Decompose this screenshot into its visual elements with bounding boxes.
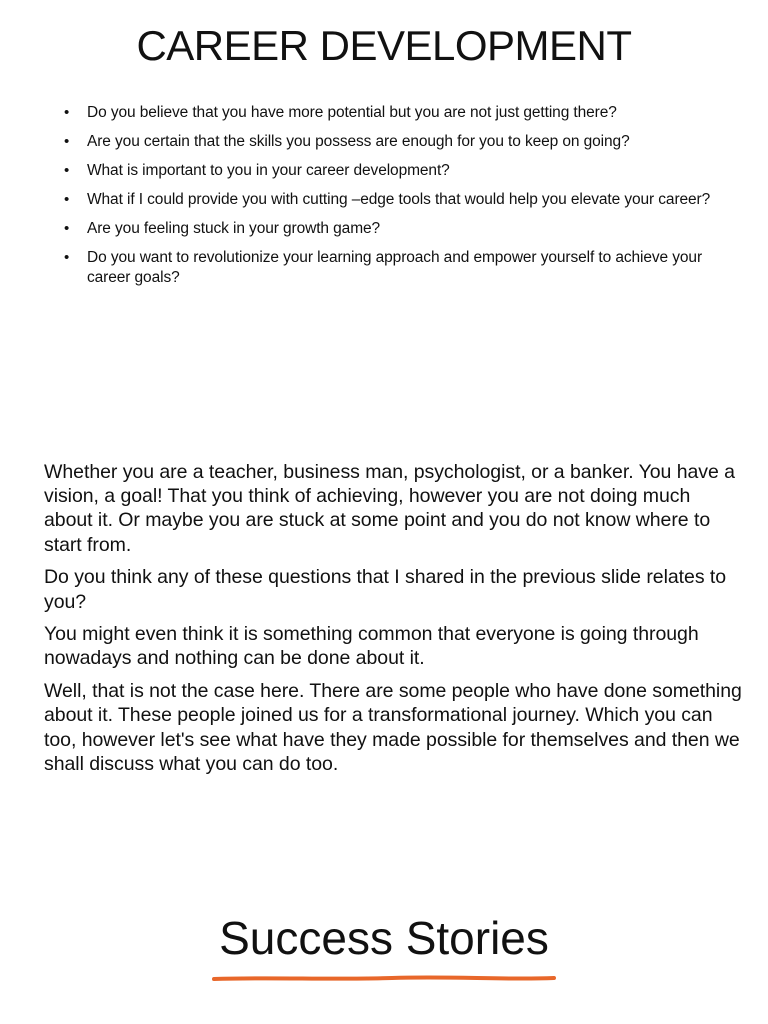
- bullet-icon: •: [64, 133, 70, 150]
- question-item: [62, 103, 712, 123]
- bullet-icon: •: [64, 104, 70, 121]
- question-text: Are you certain that the skills you possess are enough for you to keep on going?: [87, 133, 630, 150]
- body-text: [44, 460, 744, 784]
- question-list: [62, 103, 712, 297]
- bullet-icon: •: [64, 191, 70, 208]
- page-title: CAREER DEVELOPMENT: [136, 22, 632, 69]
- body-paragraph: Well, that is not the case here. There are some people who have done something about it. These people joined us for a transformational journey. Which you can too, however let's see what have they made possible for themselves and then we shall discuss what you can do too.: [44, 680, 742, 775]
- question-item: [62, 161, 712, 181]
- question-item: [62, 132, 712, 152]
- question-text: Do you want to revolutionize your learning approach and empower yourself to achieve your career goals?: [87, 249, 703, 286]
- body-paragraph: You might even think it is something common that everyone is going through nowadays and nothing can be done about it.: [44, 623, 699, 670]
- question-item: [62, 219, 712, 239]
- section-title: Success Stories: [219, 912, 549, 964]
- body-paragraph: Whether you are a teacher, business man, psychologist, or a banker. You have a vision, a goal! That you think of achieving, however you are not doing much about it. Or maybe you are stuck at some point and you do not know where to start from.: [44, 461, 735, 556]
- bullet-icon: •: [64, 162, 70, 179]
- question-item: [62, 248, 712, 288]
- question-text: What if I could provide you with cutting –edge tools that would help you elevate your career?: [87, 191, 711, 208]
- accent-underline: [212, 973, 556, 985]
- bullet-icon: •: [64, 249, 70, 266]
- bullet-icon: •: [64, 220, 70, 237]
- question-text: Are you feeling stuck in your growth game?: [87, 220, 381, 237]
- question-text: What is important to you in your career development?: [87, 162, 450, 179]
- body-paragraph: Do you think any of these questions that I shared in the previous slide relates to you?: [44, 566, 727, 613]
- question-item: [62, 190, 712, 210]
- question-text: Do you believe that you have more potential but you are not just getting there?: [87, 104, 617, 121]
